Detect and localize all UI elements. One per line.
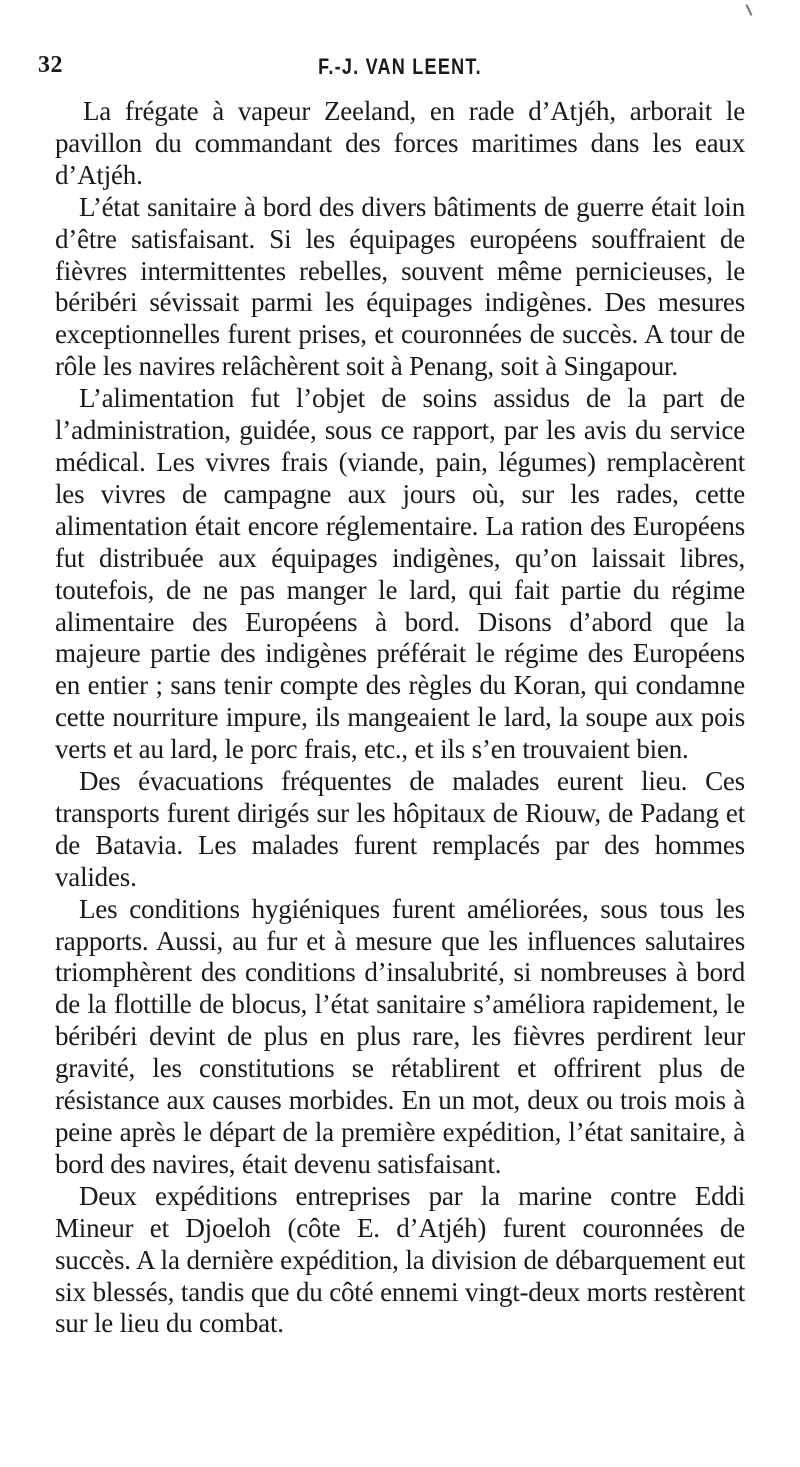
paragraph: Des évacuations fréquentes de malades eurent lieu. Ces transports furent dirigés sur les hôpitaux de Riouw, de Padang et de Batavia. Les malades furent remplacés par des hommes valides. [55, 766, 745, 892]
paragraph: L’alimentation fut l’objet de soins assidus de la part de l’administration, guidée, sous ce rapport, par les avis du service médical. Les vivres frais (viande, pain, légumes) remplacèrent les vivres de campagne aux jours où, sur les rades, cette alimentation était encore réglementaire. La ration des Européens fut distribuée aux équipages indigènes, qu’on laissait libres, toutefois, de ne pas manger le lard, qui fait partie du régime alimentaire des Européens à bord. Disons d’abord que la majeure partie des indigènes préférait le régime des Européens en entier ; sans tenir compte des règles du Koran, qui condamne cette nourriture impure, ils mangeaient le lard, la soupe aux pois verts et au lard, le porc frais, etc., et ils s’en trouvaient bien. [55, 383, 745, 765]
page-number: 32 [38, 52, 63, 78]
corner-mark [746, 4, 753, 16]
running-head: F.-J. VAN LEENT. [318, 54, 482, 79]
page-header [0, 52, 800, 88]
paragraph: Les conditions hygiéniques furent améliorées, sous tous les rapports. Aussi, au fur et à mesure que les influences salutaires triomphèrent des conditions d’insalubrité, si nombreuses à bord de la flottille de blocus, l’état sanitaire s’améliora rapidement, le béribéri devint de plus en plus rare, les fièvres perdirent leur gravité, les constitutions se rétablirent et offrirent plus de résistance aux causes morbides. En un mot, deux ou trois mois à peine après le départ de la première expédition, l’état sanitaire, à bord des navires, était devenu satisfaisant. [55, 893, 745, 1179]
body-text [55, 96, 745, 1340]
paragraph: Deux expéditions entreprises par la marine contre Eddi Mineur et Djoeloh (côte E. d’Atjéh) furent couronnées de succès. A la dernière expédition, la division de débarquement eut six blessés, tandis que du côté ennemi vingt-deux morts restèrent sur le lieu du combat. [55, 1180, 745, 1339]
paragraph: La frégate à vapeur Zeeland, en rade d’Atjéh, arborait le pavillon du commandant des forces maritimes dans les eaux d’Atjéh. [55, 96, 745, 190]
paragraph: L’état sanitaire à bord des divers bâtiments de guerre était loin d’être satisfaisant. Si les équipages européens souffraient de fièvres intermittentes rebelles, souvent même pernicieuses, le béribéri sévissait parmi les équipages indigènes. Des mesures exceptionnelles furent prises, et couronnées de succès. A tour de rôle les navires relâchèrent soit à Penang, soit à Singapour. [55, 191, 745, 382]
